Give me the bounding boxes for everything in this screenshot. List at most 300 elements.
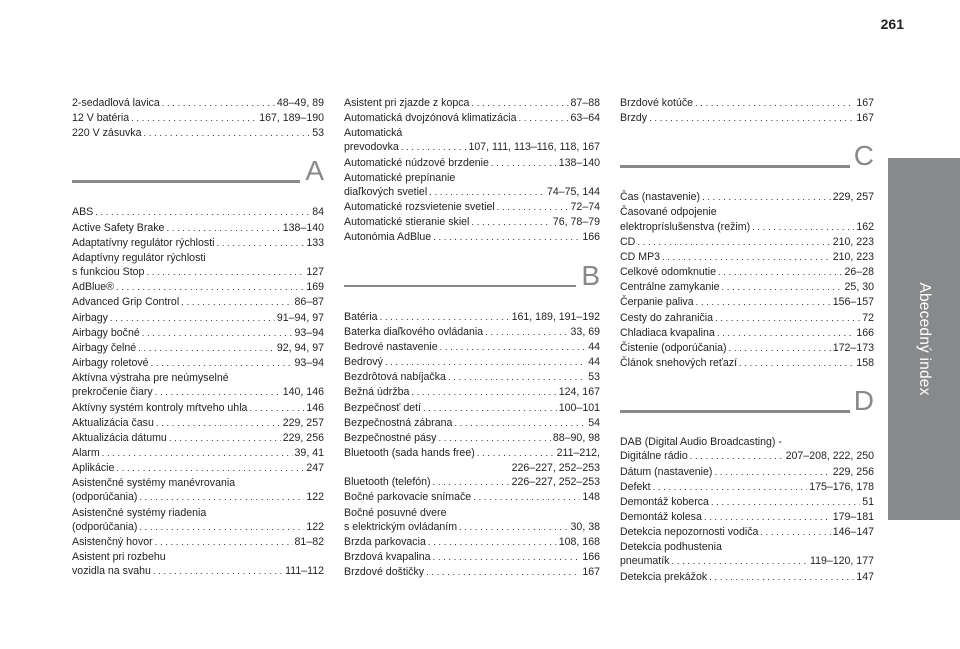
index-entry — [620, 480, 874, 495]
entry-pages: 53 — [312, 127, 324, 140]
dot-leader — [156, 417, 281, 431]
dot-leader — [485, 326, 568, 340]
index-entry — [344, 355, 600, 370]
section-header-a — [72, 155, 324, 199]
index-entry — [72, 205, 324, 220]
entry-pages: 25, 30 — [844, 281, 874, 294]
entry-pages: 229, 256 — [832, 465, 874, 478]
dot-leader — [702, 191, 831, 205]
index-entry — [344, 215, 600, 230]
dot-leader — [385, 356, 586, 370]
index-entry — [344, 200, 600, 215]
index-entry — [344, 431, 600, 446]
index-entry — [72, 341, 324, 356]
dot-leader — [671, 555, 808, 569]
entry-pages: 167, 189–190 — [259, 112, 324, 125]
entry-term: Airbagy roletové — [72, 357, 149, 370]
dot-leader — [142, 327, 293, 341]
entry-term: Brzdové doštičky — [344, 566, 425, 579]
dot-leader — [473, 491, 580, 505]
entry-term: Batéria — [344, 310, 378, 323]
entry-term: Bežná údržba — [344, 386, 410, 399]
entry-term: Asistent pri zjazde z kopca — [344, 97, 470, 109]
index-entry — [72, 416, 324, 431]
dot-leader — [433, 231, 580, 245]
entry-pages: 146 — [306, 401, 324, 414]
entry-pages: 44 — [588, 340, 600, 353]
section-header-d — [620, 385, 874, 429]
entry-term: Dátum (nastavenie) — [620, 465, 713, 478]
index-entry — [344, 310, 600, 325]
index-entry-line: Automatická — [344, 127, 403, 140]
index-entry — [620, 235, 874, 250]
section-c-entries — [620, 190, 874, 371]
entry-term: Bezpečnostné pásy — [344, 431, 437, 444]
index-entry-line: Bočné posuvné dvere — [344, 506, 447, 519]
index-entry — [344, 446, 600, 461]
section-rule — [344, 285, 576, 288]
index-entry — [344, 96, 600, 111]
section-b-entries — [344, 310, 600, 581]
dot-leader — [423, 402, 557, 416]
entry-term: Active Safety Brake — [72, 221, 165, 234]
entry-term: Automatické stieranie skiel — [344, 216, 470, 229]
dot-leader — [249, 402, 304, 416]
dot-leader — [459, 521, 568, 535]
entry-term: CD — [620, 235, 636, 248]
entry-pages: 124, 167 — [558, 386, 600, 399]
entry-term: Bezpečnosť detí — [344, 401, 422, 414]
section-letter-d: D — [853, 385, 874, 417]
entry-term: Airbagy bočné — [72, 326, 140, 339]
index-entry — [72, 535, 324, 550]
entry-pages: 166 — [582, 231, 600, 244]
entry-pages: 84 — [312, 206, 324, 219]
entry-pages: 133 — [306, 236, 324, 249]
dot-leader — [739, 357, 854, 371]
entry-term: prekročenie čiary — [72, 386, 153, 399]
entry-term: Bluetooth (telefón) — [344, 476, 431, 489]
dot-leader — [116, 281, 304, 295]
section-rule — [72, 180, 300, 183]
entry-term: Bočné parkovacie snímače — [344, 491, 472, 504]
entry-term: diaľkových svetiel — [344, 185, 428, 198]
entry-pages: 33, 69 — [570, 325, 600, 338]
dot-leader — [695, 97, 854, 111]
entry-pages: 91–94, 97 — [276, 311, 324, 324]
entry-pages: 211–212, — [556, 446, 600, 459]
index-entry — [620, 111, 874, 126]
dot-leader — [401, 141, 467, 155]
entry-term: Celkové odomknutie — [620, 266, 716, 279]
entry-term: Automatická dvojzónová klimatizácia — [344, 112, 517, 125]
index-entry — [344, 475, 600, 490]
entry-term: Demontáž koberca — [620, 495, 709, 508]
entry-term: Airbagy čelné — [72, 341, 137, 354]
entry-pages: 162 — [856, 220, 874, 233]
entry-pages: 167 — [856, 112, 874, 125]
index-entry — [344, 230, 600, 245]
dot-leader — [155, 386, 281, 400]
section-letter-a: A — [305, 155, 324, 187]
section-rule — [620, 165, 850, 168]
entry-pages: 179–181 — [832, 510, 874, 523]
dot-leader — [162, 97, 275, 111]
dot-leader — [690, 450, 784, 464]
entry-term: Brzdové kotúče — [620, 97, 694, 109]
index-entry — [620, 250, 874, 265]
dot-leader — [139, 491, 304, 505]
dot-leader — [637, 236, 830, 250]
index-entry-line: Asistent pri rozbehu — [72, 551, 166, 564]
entry-term: Brzdy — [620, 112, 648, 125]
section-letter-c: C — [853, 140, 874, 172]
entry-term: Alarm — [72, 446, 100, 459]
index-entry-line: Detekcia podhustenia — [620, 541, 722, 554]
entry-term: Čerpanie paliva — [620, 296, 694, 309]
entry-pages: 92, 94, 97 — [276, 341, 324, 354]
index-column-2 — [344, 96, 600, 580]
entry-pages-continued: 226–227, 252–253 — [511, 462, 600, 475]
entry-pages: 54 — [588, 416, 600, 429]
column1-top-entries — [72, 96, 324, 141]
dot-leader — [497, 201, 569, 215]
section-header-b — [344, 259, 600, 304]
dot-leader — [138, 342, 275, 356]
index-entry-line: Adaptívny regulátor rýchlosti — [72, 251, 206, 264]
entry-pages: 210, 223 — [832, 250, 874, 263]
index-entry — [620, 554, 874, 569]
dot-leader — [433, 551, 581, 565]
dot-leader — [95, 206, 310, 220]
entry-term: Čistenie (odporúčania) — [620, 341, 727, 354]
dot-leader — [704, 511, 831, 525]
index-entry — [620, 96, 874, 111]
dot-leader — [519, 112, 569, 126]
dot-leader — [649, 112, 854, 126]
section-rule — [620, 410, 850, 413]
entry-term: Automatické rozsvietenie svetiel — [344, 201, 495, 214]
index-entry — [620, 525, 874, 540]
entry-pages: 107, 111, 113–116, 118, 167 — [468, 141, 600, 154]
dot-leader — [715, 312, 860, 326]
side-tab-label: Abecedný index — [916, 282, 933, 396]
entry-pages: 87–88 — [570, 97, 600, 109]
entry-term: Detekcia nepozornosti vodiča — [620, 526, 759, 539]
index-entry — [344, 520, 600, 535]
entry-term: Článok snehových reťazí — [620, 357, 738, 370]
entry-term: 220 V zásuvka — [72, 127, 142, 140]
entry-pages: 210, 223 — [832, 235, 874, 248]
index-entry — [620, 510, 874, 525]
entry-pages: 122 — [306, 491, 324, 504]
dot-leader — [722, 281, 843, 295]
entry-term: Demontáž kolesa — [620, 510, 702, 523]
entry-term: Brzda parkovacia — [344, 535, 426, 548]
entry-pages: 74–75, 144 — [546, 185, 600, 198]
entry-pages: 229, 257 — [282, 416, 324, 429]
index-entry — [620, 220, 874, 235]
index-entry — [344, 565, 600, 580]
index-entry — [72, 236, 324, 251]
index-entry — [72, 311, 324, 326]
entry-pages: 111–112 — [285, 565, 324, 578]
entry-pages: 166 — [856, 326, 874, 339]
index-entry — [72, 126, 324, 141]
index-entry — [344, 140, 600, 155]
dot-leader — [760, 526, 830, 540]
index-column-3 — [620, 96, 874, 585]
entry-pages: 156–157 — [832, 296, 874, 309]
entry-pages: 161, 189, 191–192 — [511, 310, 600, 323]
dot-leader — [752, 221, 854, 235]
index-entry — [344, 111, 600, 126]
entry-term: Centrálne zamykanie — [620, 281, 720, 294]
index-entry — [620, 280, 874, 295]
entry-term: (odporúčania) — [72, 520, 138, 533]
dot-leader — [433, 476, 510, 490]
index-entry — [620, 495, 874, 510]
entry-term: Bluetooth (sada hands free) — [344, 446, 475, 459]
entry-term: Bezdrôtová nabíjačka — [344, 371, 446, 384]
entry-term: Brzdová kvapalina — [344, 551, 431, 564]
dot-leader — [696, 296, 831, 310]
index-entry — [72, 295, 324, 310]
dot-leader — [653, 481, 808, 495]
index-entry — [344, 370, 600, 385]
dot-leader — [662, 251, 831, 265]
entry-term: Defekt — [620, 480, 651, 493]
dot-leader — [714, 466, 830, 480]
dot-leader — [711, 496, 860, 510]
page-number: 261 — [880, 16, 904, 32]
entry-pages: 158 — [856, 357, 874, 370]
section-letter-b: B — [581, 259, 600, 291]
entry-term: ABS — [72, 206, 94, 219]
entry-term: Cesty do zahraničia — [620, 311, 714, 324]
index-entry — [72, 356, 324, 371]
index-entry — [72, 221, 324, 236]
entry-pages: 148 — [582, 491, 600, 504]
index-entry — [72, 431, 324, 446]
entry-pages: 30, 38 — [570, 520, 600, 533]
dot-leader — [429, 186, 545, 200]
entry-term: 2-sedadlová lavica — [72, 97, 160, 109]
index-entry — [72, 280, 324, 295]
index-entry — [344, 325, 600, 340]
dot-leader — [217, 237, 305, 251]
index-entry — [620, 311, 874, 326]
entry-pages: 146–147 — [832, 526, 874, 539]
entry-term: Detekcia prekážok — [620, 570, 708, 583]
entry-pages: 247 — [306, 462, 324, 475]
entry-pages: 147 — [856, 570, 874, 583]
entry-term: Aktívny systém kontroly mŕtveho uhla — [72, 401, 248, 414]
entry-term: Chladiaca kvapalina — [620, 326, 715, 339]
entry-term: Automatické núdzové brzdenie — [344, 156, 489, 169]
entry-term: s funkciou Stop — [72, 266, 145, 279]
dot-leader — [729, 342, 831, 356]
entry-term: Aktualizácia času — [72, 416, 154, 429]
entry-pages: 166 — [582, 551, 600, 564]
index-entry-line: Časované odpojenie — [620, 206, 717, 219]
index-entry-line: Aktívna výstraha pre neúmyselné — [72, 372, 229, 385]
dot-leader — [454, 417, 586, 431]
entry-pages: 138–140 — [558, 156, 600, 169]
entry-pages: 76, 78–79 — [552, 216, 600, 229]
index-entry-line: Asistenčné systémy manévrovania — [72, 477, 236, 490]
dot-leader — [146, 266, 304, 280]
entry-pages: 119–120, 177 — [809, 555, 874, 568]
dot-leader — [144, 127, 311, 141]
entry-pages: 48–49, 89 — [276, 97, 324, 109]
dot-leader — [440, 341, 587, 355]
dot-leader — [709, 571, 854, 585]
section-header-c — [620, 140, 874, 184]
index-column-1 — [72, 96, 324, 579]
index-entry — [620, 295, 874, 310]
entry-pages: 138–140 — [282, 221, 324, 234]
index-entry — [620, 326, 874, 341]
index-entry — [72, 490, 324, 505]
index-entry — [344, 401, 600, 416]
section-d-entries — [620, 435, 874, 585]
index-entry-line: Automatické prepínanie — [344, 171, 456, 184]
entry-pages: 93–94 — [294, 357, 324, 370]
entry-pages: 122 — [306, 520, 324, 533]
entry-term: Aplikácie — [72, 462, 115, 475]
dot-leader — [426, 566, 580, 580]
entry-pages: 44 — [588, 356, 600, 369]
dot-leader — [169, 432, 281, 446]
index-entry — [72, 385, 324, 400]
entry-term: elektropríslušenstva (režim) — [620, 220, 751, 233]
index-entry — [620, 570, 874, 585]
dot-leader — [380, 311, 510, 325]
entry-pages: 53 — [588, 371, 600, 384]
dot-leader — [139, 521, 304, 535]
dot-leader — [131, 112, 257, 126]
entry-pages: 88–90, 98 — [552, 431, 600, 444]
entry-term: Baterka diaľkového ovládania — [344, 325, 484, 338]
entry-pages: 169 — [306, 281, 324, 294]
entry-pages: 51 — [862, 495, 874, 508]
index-entry — [72, 111, 324, 126]
dot-leader — [153, 565, 283, 579]
dot-leader — [181, 296, 292, 310]
entry-pages: 72 — [862, 311, 874, 324]
index-entry — [344, 340, 600, 355]
entry-term: Advanced Grip Control — [72, 296, 180, 309]
dot-leader — [411, 386, 556, 400]
entry-pages: 140, 146 — [282, 386, 324, 399]
entry-term: s elektrickým ovládaním — [344, 520, 458, 533]
dot-leader — [151, 357, 293, 371]
entry-term: pneumatík — [620, 555, 670, 568]
index-entry — [72, 265, 324, 280]
index-entry — [620, 265, 874, 280]
index-entry — [344, 535, 600, 550]
index-entry — [344, 156, 600, 171]
entry-pages: 100–101 — [558, 401, 600, 414]
entry-term: CD MP3 — [620, 250, 661, 263]
index-entry — [72, 401, 324, 416]
entry-term: Bedrový — [344, 356, 383, 369]
entry-term: AdBlue® — [72, 281, 114, 294]
index-entry — [620, 356, 874, 371]
entry-term: Adaptatívny regulátor rýchlosti — [72, 236, 215, 249]
entry-pages: 167 — [582, 566, 600, 579]
entry-term: Airbagy — [72, 311, 108, 324]
column2-top-entries — [344, 96, 600, 246]
index-entry — [344, 490, 600, 505]
entry-pages: 229, 256 — [282, 431, 324, 444]
entry-pages: 39, 41 — [294, 446, 324, 459]
entry-term: vozidla na svahu — [72, 565, 151, 578]
index-entry — [620, 341, 874, 356]
entry-term: (odporúčania) — [72, 491, 138, 504]
entry-term: Digitálne rádio — [620, 450, 688, 463]
entry-pages: 175–176, 178 — [809, 480, 874, 493]
entry-term: Čas (nastavenie) — [620, 191, 701, 204]
index-entry — [72, 461, 324, 476]
entry-pages: 86–87 — [294, 296, 324, 309]
entry-pages: 72–74 — [570, 201, 600, 214]
entry-term: Autonómia AdBlue — [344, 231, 432, 244]
dot-leader — [718, 266, 843, 280]
entry-term: Asistenčný hovor — [72, 535, 153, 548]
entry-pages: 207–208, 222, 250 — [785, 450, 874, 463]
dot-leader — [448, 371, 586, 385]
dot-leader — [717, 327, 854, 341]
dot-leader — [110, 312, 275, 326]
entry-pages: 229, 257 — [832, 191, 874, 204]
dot-leader — [438, 432, 550, 446]
dot-leader — [166, 222, 280, 236]
entry-pages: 63–64 — [570, 112, 600, 125]
entry-term: Bezpečnostná zábrana — [344, 416, 453, 429]
index-entry-line: Asistenčné systémy riadenia — [72, 506, 207, 519]
index-entry — [344, 550, 600, 565]
index-entry — [344, 385, 600, 400]
column3-top-entries — [620, 96, 874, 126]
entry-pages: 93–94 — [294, 326, 324, 339]
entry-term: 12 V batéria — [72, 112, 130, 125]
entry-pages: 108, 168 — [558, 535, 600, 548]
entry-pages: 172–173 — [832, 341, 874, 354]
dot-leader — [471, 97, 568, 111]
section-a-entries — [72, 205, 324, 579]
index-entry — [620, 190, 874, 205]
entry-pages: 226–227, 252–253 — [511, 476, 600, 489]
entry-term: Bedrové nastavenie — [344, 340, 438, 353]
dot-leader — [102, 447, 293, 461]
index-entry — [620, 465, 874, 480]
index-entry — [72, 326, 324, 341]
index-entry — [72, 446, 324, 461]
index-entry — [344, 416, 600, 431]
entry-pages: 167 — [856, 97, 874, 109]
index-entry — [72, 564, 324, 579]
entry-pages: 26–28 — [844, 266, 874, 279]
dot-leader — [428, 536, 557, 550]
entry-pages: 127 — [306, 266, 324, 279]
index-entry-line: DAB (Digital Audio Broadcasting) - — [620, 436, 782, 449]
side-tab — [888, 158, 960, 520]
dot-leader — [116, 462, 304, 476]
dot-leader — [471, 216, 550, 230]
entry-pages: 81–82 — [294, 535, 324, 548]
